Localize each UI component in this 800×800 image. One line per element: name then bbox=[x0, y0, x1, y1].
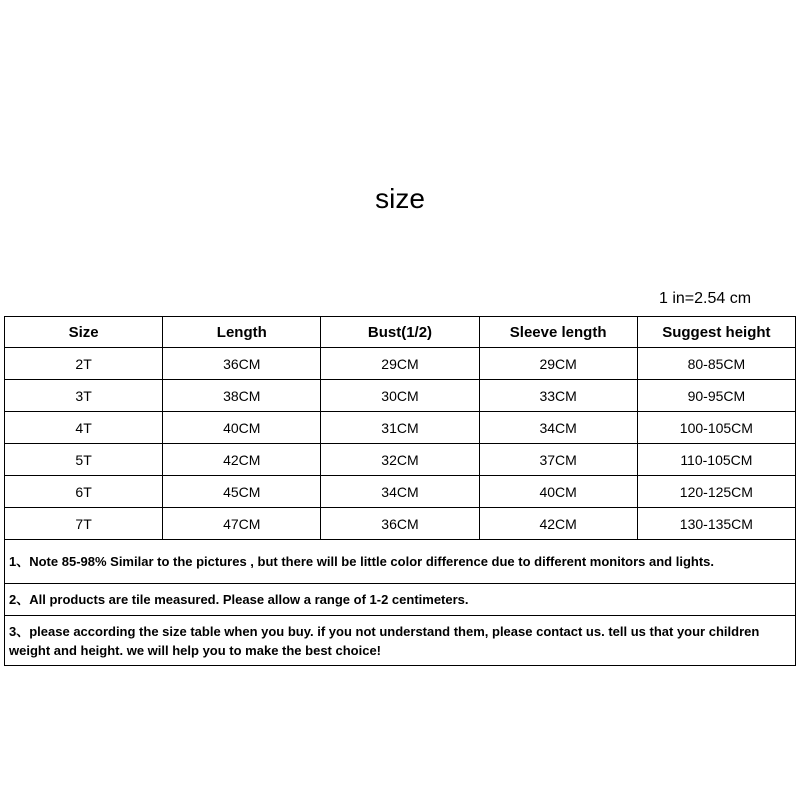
table-cell: 120-125CM bbox=[637, 476, 795, 508]
note-contact-us: 3、please according the size table when you buy. if you not understand them, please contact us. tell us that your children weight and height. we will help you to make the best choice! bbox=[5, 616, 796, 666]
table-cell: 38CM bbox=[163, 380, 321, 412]
table-row bbox=[5, 380, 796, 412]
table-cell: 37CM bbox=[479, 444, 637, 476]
table-cell: 30CM bbox=[321, 380, 479, 412]
table-cell: 2T bbox=[5, 348, 163, 380]
table-cell: 130-135CM bbox=[637, 508, 795, 540]
table-cell: 31CM bbox=[321, 412, 479, 444]
size-table bbox=[4, 316, 796, 666]
table-cell: 36CM bbox=[321, 508, 479, 540]
table-header-row bbox=[5, 317, 796, 348]
note-row bbox=[5, 584, 796, 616]
table-cell: 33CM bbox=[479, 380, 637, 412]
column-header-size: Size bbox=[5, 317, 163, 348]
table-cell: 3T bbox=[5, 380, 163, 412]
table-cell: 100-105CM bbox=[637, 412, 795, 444]
table-cell: 32CM bbox=[321, 444, 479, 476]
table-cell: 40CM bbox=[163, 412, 321, 444]
note-color-difference: 1、Note 85-98% Similar to the pictures , but there will be little color difference due to different monitors and lights. bbox=[5, 540, 796, 584]
table-cell: 36CM bbox=[163, 348, 321, 380]
note-measurement: 2、All products are tile measured. Please allow a range of 1-2 centimeters. bbox=[5, 584, 796, 616]
table-cell: 34CM bbox=[479, 412, 637, 444]
table-row bbox=[5, 444, 796, 476]
unit-conversion-note: 1 in=2.54 cm bbox=[659, 290, 752, 307]
table-cell: 47CM bbox=[163, 508, 321, 540]
table-cell: 40CM bbox=[479, 476, 637, 508]
table-cell: 80-85CM bbox=[637, 348, 795, 380]
note-row bbox=[5, 616, 796, 666]
table-cell: 6T bbox=[5, 476, 163, 508]
table-cell: 42CM bbox=[163, 444, 321, 476]
column-header-suggest-height: Suggest height bbox=[637, 317, 795, 348]
page-title: size bbox=[375, 183, 425, 214]
table-cell: 34CM bbox=[321, 476, 479, 508]
table-row bbox=[5, 412, 796, 444]
table-cell: 29CM bbox=[479, 348, 637, 380]
table-cell: 90-95CM bbox=[637, 380, 795, 412]
table-cell: 29CM bbox=[321, 348, 479, 380]
table-row bbox=[5, 476, 796, 508]
table-cell: 4T bbox=[5, 412, 163, 444]
table-cell: 7T bbox=[5, 508, 163, 540]
table-cell: 5T bbox=[5, 444, 163, 476]
column-header-bust: Bust(1/2) bbox=[321, 317, 479, 348]
table-row bbox=[5, 508, 796, 540]
table-row bbox=[5, 348, 796, 380]
column-header-length: Length bbox=[163, 317, 321, 348]
note-row bbox=[5, 540, 796, 584]
column-header-sleeve-length: Sleeve length bbox=[479, 317, 637, 348]
table-cell: 110-105CM bbox=[637, 444, 795, 476]
table-cell: 45CM bbox=[163, 476, 321, 508]
table-cell: 42CM bbox=[479, 508, 637, 540]
